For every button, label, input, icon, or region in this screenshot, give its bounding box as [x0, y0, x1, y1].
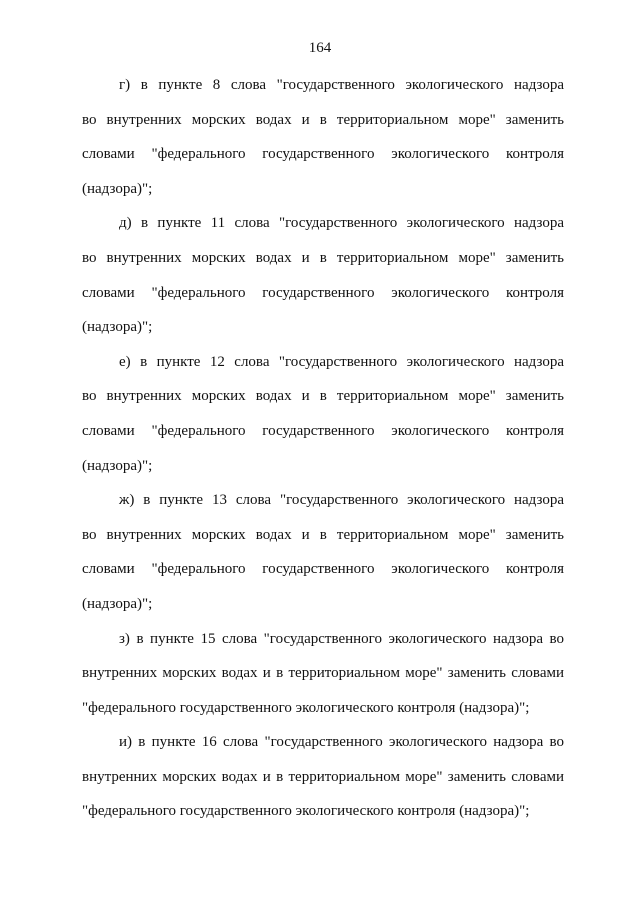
paragraph-line: "федерального государственного экологического контроля (надзора)";	[82, 699, 530, 716]
paragraph-line: ж) в пункте 13 слова "государственного экологического надзора	[119, 492, 564, 509]
paragraph-line: г) в пункте 8 слова "государственного экологического надзора	[119, 77, 564, 93]
paragraph-line: внутренних морских водах и в территориальном море" заменить словами	[82, 768, 564, 785]
paragraph-line: во внутренних морских водах и в территориальном море" заменить	[82, 388, 564, 405]
paragraph-line: (надзора)";	[82, 319, 153, 336]
paragraph-line: словами "федерального государственного экологического контроля	[82, 146, 564, 163]
paragraph-line: во внутренних морских водах и в территориальном море" заменить	[82, 249, 564, 266]
paragraph-line: во внутренних морских водах и в территориальном море" заменить	[82, 111, 564, 128]
paragraph-line: во внутренних морских водах и в территориальном море" заменить	[82, 526, 564, 543]
paragraph-line: (надзора)";	[82, 595, 153, 612]
paragraph-line: и) в пункте 16 слова "государственного экологического надзора во	[119, 734, 564, 751]
document-body	[82, 68, 564, 829]
paragraph-g	[82, 68, 564, 206]
paragraph-line: д) в пункте 11 слова "государственного экологического надзора	[119, 215, 564, 232]
paragraph-line: "федерального государственного экологического контроля (надзора)";	[82, 803, 530, 820]
page-number: 164	[308, 40, 332, 56]
paragraph-e	[82, 345, 564, 483]
paragraph-line: (надзора)";	[82, 180, 153, 197]
paragraph-z	[82, 622, 564, 726]
paragraph-line: словами "федерального государственного экологического контроля	[82, 422, 564, 439]
paragraph-line: словами "федерального государственного экологического контроля	[82, 561, 564, 578]
paragraph-zh	[82, 483, 564, 621]
paragraph-d	[82, 206, 564, 344]
paragraph-line: з) в пункте 15 слова "государственного экологического надзора во	[119, 630, 564, 647]
paragraph-line: внутренних морских водах и в территориальном море" заменить словами	[82, 665, 564, 682]
paragraph-i	[82, 725, 564, 829]
paragraph-line: словами "федерального государственного экологического контроля	[82, 284, 564, 301]
paragraph-line: е) в пункте 12 слова "государственного экологического надзора	[119, 353, 564, 370]
paragraph-line: (надзора)";	[82, 457, 153, 474]
